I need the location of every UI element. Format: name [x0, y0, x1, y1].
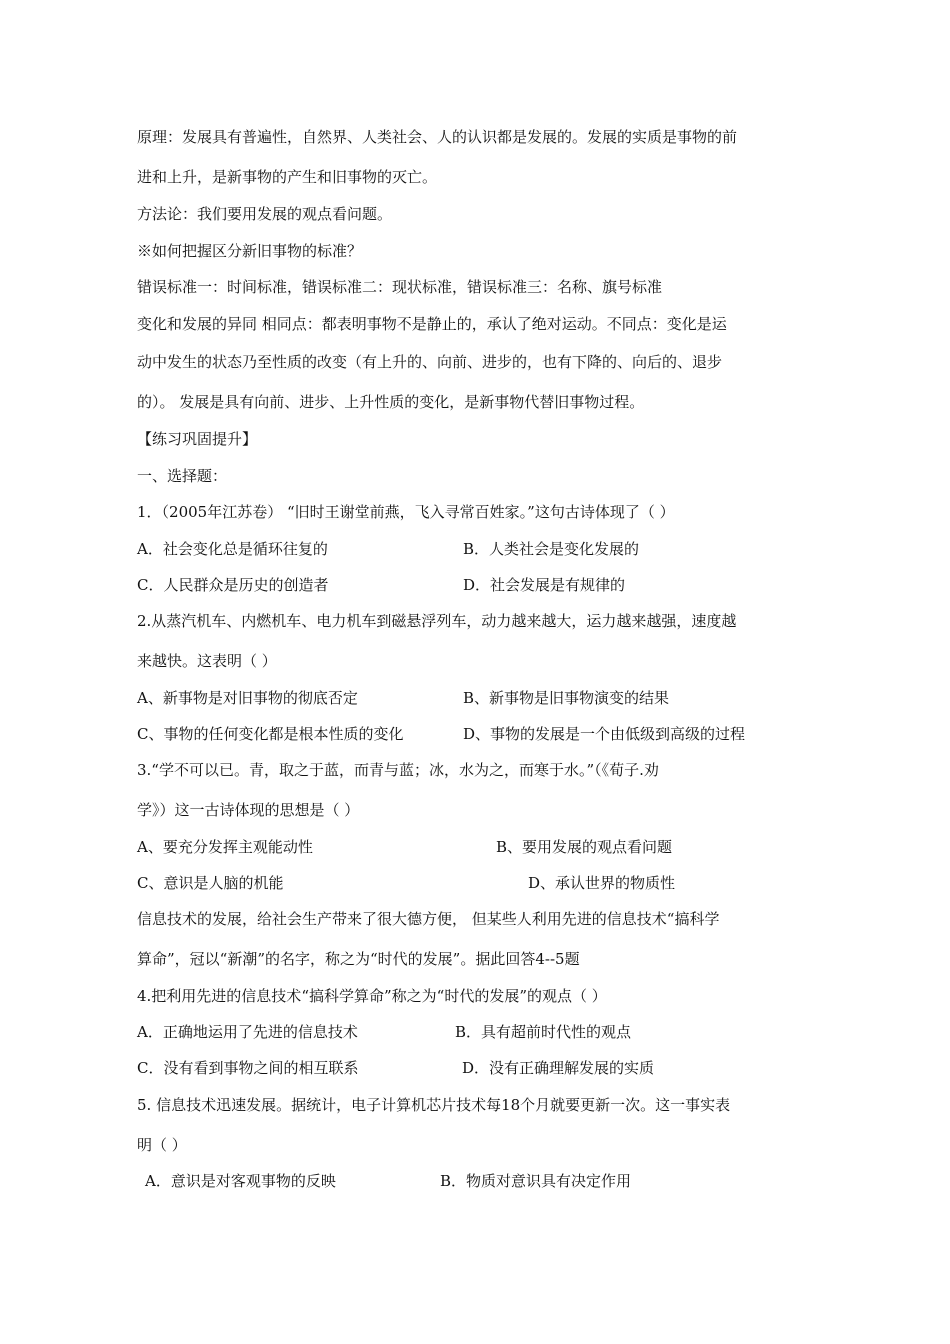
question-1-stem: 1．（2005年江苏卷） “旧时王谢堂前燕，飞入寻常百姓家。”这句古诗体现了（ ）: [137, 503, 675, 521]
question-5-option-b: B．物质对意识具有决定作用: [440, 1172, 632, 1190]
question-2-option-d: D、事物的发展是一个由低级到高级的过程: [463, 725, 746, 743]
question-2-stem-line-2: 来越快。这表明（ ）: [137, 652, 277, 670]
question-2-option-a: A、新事物是对旧事物的彻底否定: [137, 689, 358, 707]
question-4-option-d: D．没有正确理解发展的实质: [462, 1059, 655, 1077]
change-development-line-1: 变化和发展的异同 相同点：都表明事物不是静止的，承认了绝对运动。不同点：变化是运: [137, 315, 727, 333]
section-title: 【练习巩固提升】: [137, 430, 258, 448]
question-5-option-a: A．意识是对客观事物的反映: [145, 1172, 336, 1190]
change-development-line-3: 的）。 发展是具有向前、进步、上升性质的变化，是新事物代替旧事物过程。: [137, 393, 645, 411]
question-2-option-c: C、事物的任何变化都是根本性质的变化: [137, 725, 404, 743]
question-3-option-b: B、要用发展的观点看问题: [496, 838, 673, 856]
question-3-stem-line-2: 学》）这一古诗体现的思想是（ ）: [137, 801, 360, 819]
principle-line-2: 进和上升，是新事物的产生和旧事物的灭亡。: [137, 168, 438, 186]
material-line-2: 算命”，冠以“新潮”的名字，称之为“时代的发展”。据此回答4--5题: [137, 950, 580, 968]
question-5-stem-line-1: 5. 信息技术迅速发展。据统计，电子计算机芯片技术每18个月就要更新一次。这一事实表: [137, 1096, 731, 1114]
change-development-line-2: 动中发生的状态乃至性质的改变（有上升的、向前、进步的，也有下降的、向后的、退步: [137, 353, 723, 371]
part-title: 一、选择题：: [137, 467, 228, 485]
principle-line-1: 原理：发展具有普遍性，自然界、人类社会、人的认识都是发展的。发展的实质是事物的前: [137, 128, 738, 146]
material-line-1: 信息技术的发展，给社会生产带来了很大德方便， 但某些人利用先进的信息技术“搞科学: [137, 910, 720, 928]
question-1-option-d: D．社会发展是有规律的: [463, 576, 626, 594]
question-4-option-c: C．没有看到事物之间的相互联系: [137, 1059, 359, 1077]
question-3-option-d: D、承认世界的物质性: [528, 874, 676, 892]
question-3-stem-line-1: 3.“学不可以已。青，取之于蓝，而青与蓝；冰，水为之，而寒于水。”（《荀子.劝: [137, 761, 659, 779]
question-3-option-a: A、要充分发挥主观能动性: [137, 838, 313, 856]
question-1-option-c: C．人民群众是历史的创造者: [137, 576, 329, 594]
standard-question: ※如何把握区分新旧事物的标准？: [137, 242, 363, 260]
question-4-option-b: B．具有超前时代性的观点: [455, 1023, 632, 1041]
question-4-stem: 4.把利用先进的信息技术“搞科学算命”称之为“时代的发展”的观点（ ）: [137, 987, 607, 1005]
question-3-option-c: C、意识是人脑的机能: [137, 874, 284, 892]
question-1-option-b: B．人类社会是变化发展的: [463, 540, 640, 558]
question-5-stem-line-2: 明（ ）: [137, 1136, 187, 1154]
question-1-option-a: A．社会变化总是循环往复的: [137, 540, 328, 558]
question-2-stem-line-1: 2.从蒸汽机车、内燃机车、电力机车到磁悬浮列车，动力越来越大，运力越来越强，速度越: [137, 612, 737, 630]
question-2-option-b: B、新事物是旧事物演变的结果: [463, 689, 670, 707]
wrong-standards-line: 错误标准一：时间标准，错误标准二：现状标准，错误标准三：名称、旗号标准: [137, 278, 663, 296]
methodology-line: 方法论：我们要用发展的观点看问题。: [137, 205, 393, 223]
question-4-option-a: A．正确地运用了先进的信息技术: [137, 1023, 358, 1041]
